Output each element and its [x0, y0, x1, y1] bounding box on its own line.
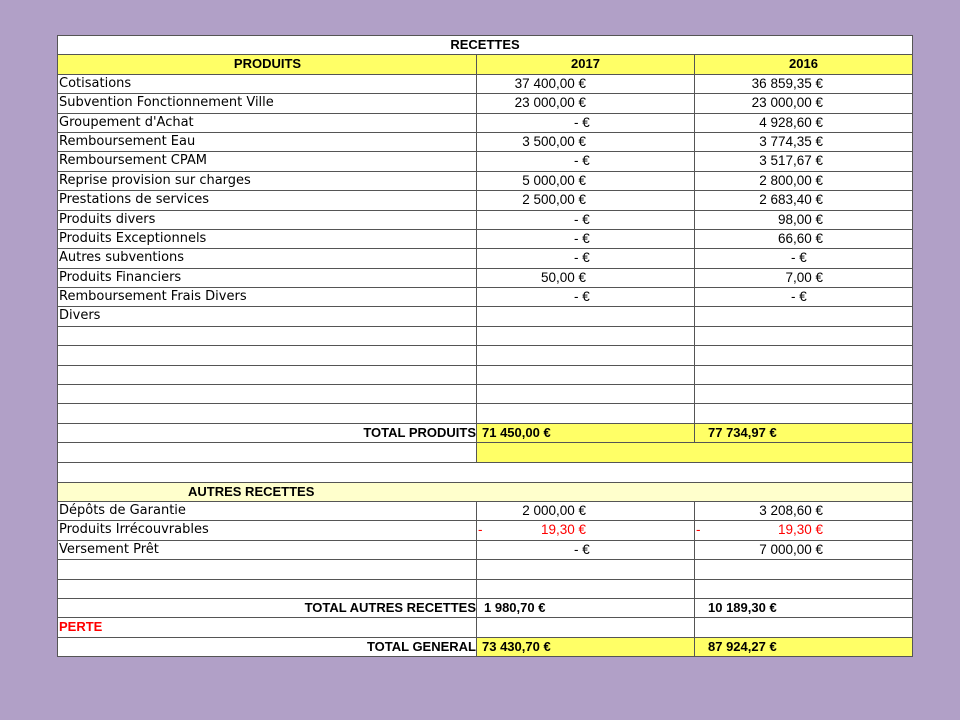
value-text: 66,60 € [777, 230, 823, 246]
table-row [58, 172, 913, 191]
table-row [58, 249, 913, 268]
value-2016 [695, 288, 913, 306]
row-label: Subvention Fonctionnement Ville [58, 94, 477, 112]
value-2017 [477, 502, 695, 520]
value-text: 2 000,00 € [522, 502, 586, 518]
total-produits-2016: 77 734,97 € [708, 424, 777, 440]
value-2016 [695, 502, 913, 520]
row-label: Divers [58, 307, 477, 325]
table-row [58, 211, 913, 230]
value-2017 [477, 288, 695, 306]
value-text: 2 800,00 € [759, 172, 823, 188]
table-row [58, 75, 913, 94]
empty-row [58, 366, 913, 385]
total-general-row [58, 638, 913, 657]
value-text: - € [791, 250, 807, 266]
table-row [58, 541, 913, 560]
value-text: 3 500,00 € [522, 133, 586, 149]
value-text: 3 517,67 € [759, 153, 823, 169]
value-text: 5 000,00 € [522, 172, 586, 188]
value-text: 50,00 € [540, 269, 586, 285]
value-2016 [695, 269, 913, 287]
empty-row [58, 404, 913, 423]
value-2017 [477, 307, 695, 325]
value-text: - € [574, 541, 590, 557]
value-2017 [477, 191, 695, 209]
empty-row [58, 463, 913, 483]
total-autres-label: TOTAL AUTRES RECETTES [58, 599, 477, 617]
table-row [58, 288, 913, 307]
table-row [58, 502, 913, 521]
value-2016 [695, 307, 913, 325]
empty-row [58, 385, 913, 404]
value-text: - € [574, 211, 590, 227]
value-2017 [477, 172, 695, 190]
value-2016 [695, 230, 913, 248]
total-produits-2017: 71 450,00 € [482, 424, 551, 440]
total-general-2017: 73 430,70 € [482, 638, 551, 654]
value-2017 [477, 269, 695, 287]
value-2016 [695, 172, 913, 190]
value-text: 4 928,60 € [759, 114, 823, 130]
header-2017: 2017 [477, 55, 695, 73]
row-label: Produits Financiers [58, 269, 477, 287]
negative-sign: - [696, 522, 701, 538]
row-label: Dépôts de Garantie [58, 502, 477, 520]
value-2016 [695, 211, 913, 229]
row-label: Autres subventions [58, 249, 477, 267]
value-2017 [477, 114, 695, 132]
row-label: Reprise provision sur charges [58, 172, 477, 190]
value-text: 23 000,00 € [751, 95, 823, 111]
table-title: RECETTES [58, 36, 913, 54]
value-2016 [695, 133, 913, 151]
header-2016: 2016 [695, 55, 913, 73]
table-row [58, 521, 913, 540]
value-text: - € [574, 289, 590, 305]
value-text: 36 859,35 € [751, 75, 823, 91]
table-row [58, 133, 913, 152]
value-text: 7,00 € [785, 269, 823, 285]
total-produits-label: TOTAL PRODUITS [58, 424, 477, 442]
header-produits: PRODUITS [58, 55, 477, 73]
value-text: - € [574, 230, 590, 246]
row-label: Remboursement CPAM [58, 152, 477, 170]
autres-recettes-header: AUTRES RECETTES [58, 483, 913, 501]
row-label: Prestations de services [58, 191, 477, 209]
empty-row [58, 580, 913, 599]
row-label: Remboursement Eau [58, 133, 477, 151]
total-autres-row [58, 599, 913, 618]
total-autres-2017: 1 980,70 € [484, 599, 546, 615]
autres-recettes-header-row [58, 483, 913, 502]
value-2017 [477, 94, 695, 112]
value-2017 [477, 541, 695, 559]
value-2017 [477, 211, 695, 229]
total-general-2016: 87 924,27 € [708, 638, 777, 654]
value-2016 [695, 521, 913, 539]
value-text: 7 000,00 € [759, 541, 823, 557]
empty-row [58, 560, 913, 579]
value-text: 23 000,00 € [514, 95, 586, 111]
perte-label: PERTE [58, 618, 477, 636]
table-row [58, 307, 913, 326]
row-label: Remboursement Frais Divers [58, 288, 477, 306]
value-text: 37 400,00 € [514, 75, 586, 91]
recettes-table [57, 35, 913, 657]
value-text: - € [574, 153, 590, 169]
value-text: 98,00 € [777, 211, 823, 227]
column-header-row [58, 55, 913, 74]
value-2016 [695, 94, 913, 112]
table-row [58, 94, 913, 113]
empty-row [58, 327, 913, 346]
total-autres-2016: 10 189,30 € [708, 599, 777, 615]
value-2017 [477, 133, 695, 151]
table-row [58, 114, 913, 133]
perte-row [58, 618, 913, 637]
value-2016 [695, 75, 913, 93]
value-text: 2 500,00 € [522, 192, 586, 208]
empty-row [58, 443, 913, 462]
total-general-label: TOTAL GENERAL [58, 638, 477, 656]
value-text: 19,30 € [777, 522, 823, 538]
value-2017 [477, 230, 695, 248]
row-label: Versement Prêt [58, 541, 477, 559]
row-label: Cotisations [58, 75, 477, 93]
value-text: - € [574, 250, 590, 266]
value-2016 [695, 541, 913, 559]
value-text: 3 208,60 € [759, 502, 823, 518]
negative-sign: - [478, 522, 483, 538]
value-2016 [695, 114, 913, 132]
value-2016 [695, 152, 913, 170]
table-row [58, 269, 913, 288]
table-title-row [58, 36, 913, 55]
empty-row [58, 346, 913, 365]
row-label: Produits divers [58, 211, 477, 229]
value-text: - € [574, 114, 590, 130]
value-text: 2 683,40 € [759, 192, 823, 208]
value-text: 19,30 € [540, 522, 586, 538]
table-row [58, 152, 913, 171]
row-label: Produits Irrécouvrables [58, 521, 477, 539]
row-label: Produits Exceptionnels [58, 230, 477, 248]
table-row [58, 191, 913, 210]
value-2016 [695, 191, 913, 209]
value-2017 [477, 521, 695, 539]
value-text: - € [791, 289, 807, 305]
value-2017 [477, 152, 695, 170]
table-row [58, 230, 913, 249]
row-label: Groupement d'Achat [58, 114, 477, 132]
total-produits-row [58, 424, 913, 443]
value-2016 [695, 249, 913, 267]
value-2017 [477, 249, 695, 267]
value-2017 [477, 75, 695, 93]
value-text: 3 774,35 € [759, 133, 823, 149]
